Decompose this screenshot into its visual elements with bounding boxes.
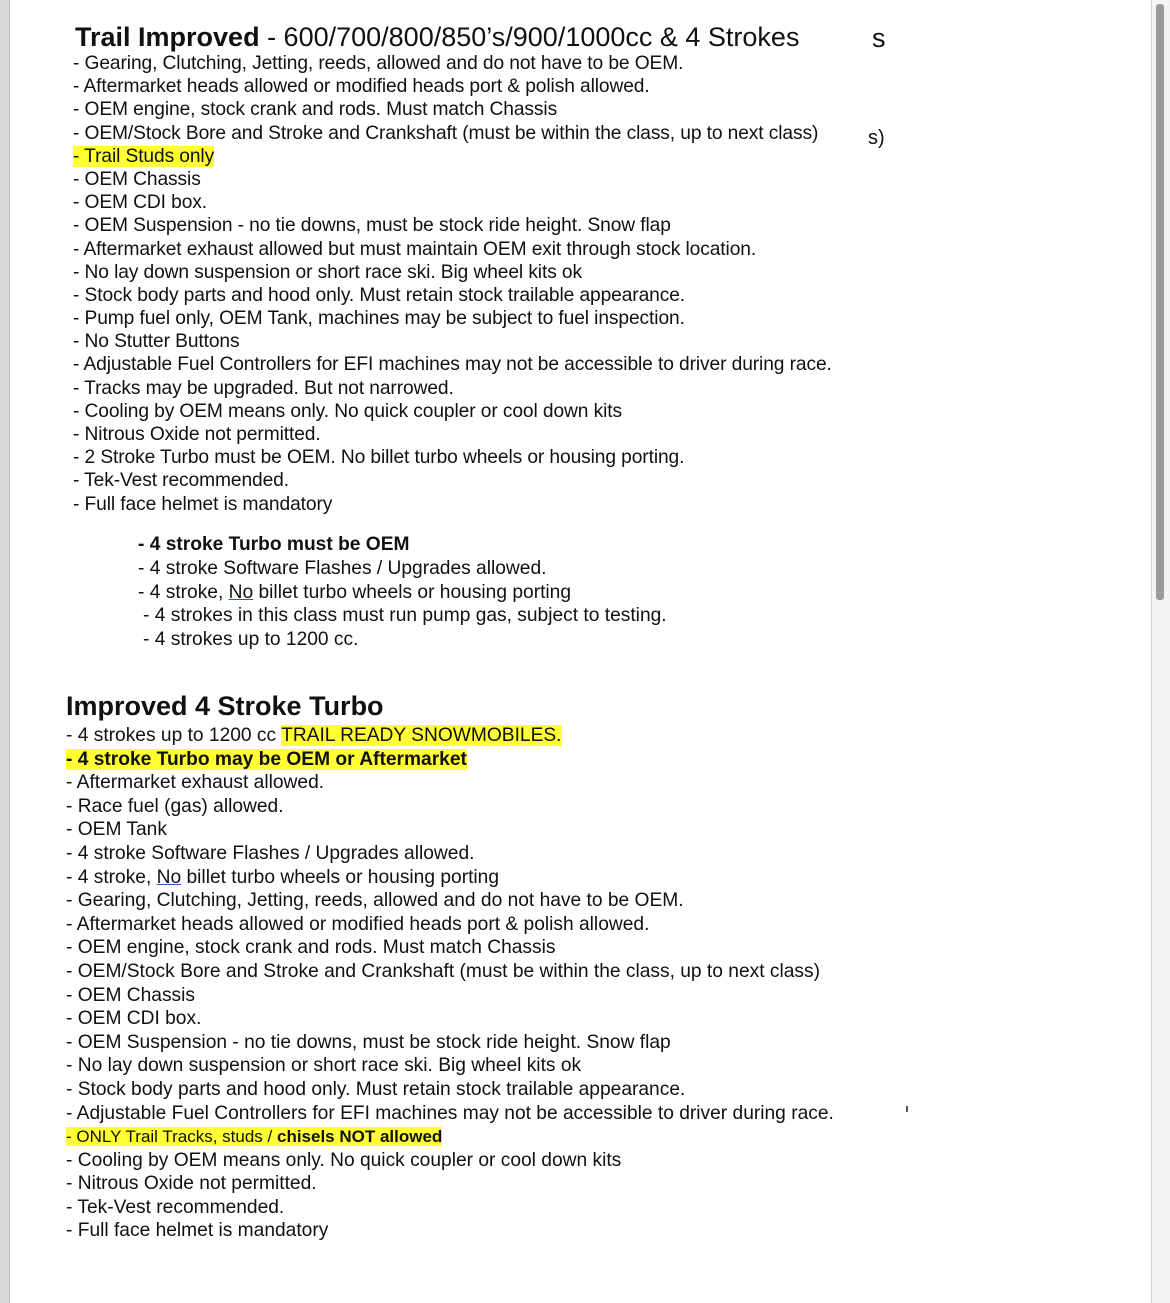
rule-line: - Full face helmet is mandatory — [66, 1220, 329, 1242]
rule-line: - 4 strokes up to 1200 cc TRAIL READY SNOWMOBILES. — [66, 725, 562, 746]
rule-line: - 4 stroke Turbo may be OEM or Aftermarket — [66, 748, 467, 770]
stray-character: s — [872, 23, 886, 53]
rule-line: - Aftermarket heads allowed or modified heads port & polish allowed. — [73, 76, 650, 98]
rule-line: - 4 strokes in this class must run pump gas, subject to testing. — [143, 605, 667, 627]
rule-line: - OEM Tank — [66, 819, 167, 841]
rule-line: - OEM Chassis — [73, 168, 201, 190]
rule-line: - Stock body parts and hood only. Must retain stock trailable appearance. — [66, 1078, 686, 1100]
stray-character: s) — [868, 127, 885, 149]
rule-line: - 4 stroke, No billet turbo wheels or housing porting — [138, 581, 572, 603]
rule-line: - OEM Suspension - no tie downs, must be stock ride height. Snow flap — [73, 215, 671, 237]
rule-line: - Aftermarket exhaust allowed. — [66, 772, 325, 794]
rule-line: - Nitrous Oxide not permitted. — [66, 1173, 317, 1195]
scrollbar-thumb[interactable] — [1156, 4, 1164, 600]
rule-line: - Gearing, Clutching, Jetting, reeds, allowed and do not have to be OEM. — [73, 53, 684, 74]
rule-line: - No Stutter Buttons — [73, 331, 240, 353]
rule-line: - 4 stroke, No billet turbo wheels or housing porting — [66, 866, 500, 888]
rule-line: - Tek-Vest recommended. — [66, 1196, 285, 1218]
four-stroke-rules — [138, 533, 667, 652]
rule-line: - OEM engine, stock crank and rods. Must match Chassis — [73, 99, 558, 121]
rule-line: - No lay down suspension or short race ski. Big wheel kits ok — [66, 1055, 582, 1077]
rule-line: - Nitrous Oxide not permitted. — [73, 424, 321, 445]
rule-line: - Aftermarket heads allowed or modified heads port & polish allowed. — [66, 913, 650, 935]
section2-rules — [66, 724, 834, 1243]
rule-line: - Aftermarket exhaust allowed but must maintain OEM exit through stock location. — [73, 238, 757, 260]
rule-line: - 4 stroke Turbo must be OEM — [138, 534, 410, 555]
stray-mark — [906, 1106, 908, 1112]
rule-line: - Stock body parts and hood only. Must retain stock trailable appearance. — [73, 284, 686, 306]
rule-line: - OEM CDI box. — [73, 192, 207, 214]
section1-title: Trail Improved - 600/700/800/850’s/900/1000cc & 4 Strokes — [75, 22, 800, 52]
rule-line: - Tracks may be upgraded. But not narrowed. — [73, 377, 454, 399]
highlighted-rule: - Trail Studs only — [73, 145, 215, 167]
rule-line: - Adjustable Fuel Controllers for EFI machines may not be accessible to driver during race. — [73, 354, 832, 376]
rule-line: - Full face helmet is mandatory — [73, 493, 333, 515]
rule-line: - OEM Chassis — [66, 984, 196, 1006]
section1-rules — [73, 52, 832, 516]
rule-line: - 4 stroke Software Flashes / Upgrades allowed. — [66, 842, 475, 864]
rule-line: - No lay down suspension or short race ski. Big wheel kits ok — [73, 261, 582, 283]
rule-line: - Cooling by OEM means only. No quick coupler or cool down kits — [73, 400, 622, 422]
rule-line: - ONLY Trail Tracks, studs / chisels NOT allowed — [66, 1127, 443, 1147]
rule-line: - 4 stroke Software Flashes / Upgrades allowed. — [138, 557, 547, 579]
section2-title: Improved 4 Stroke Turbo — [66, 691, 384, 721]
rule-line: - OEM engine, stock crank and rods. Must match Chassis — [66, 937, 556, 959]
rule-line: - 2 Stroke Turbo must be OEM. No billet turbo wheels or housing porting. — [73, 447, 685, 469]
rule-line: - OEM/Stock Bore and Stroke and Crankshaft (must be within the class, up to next class) — [66, 960, 820, 982]
vertical-scrollbar[interactable] — [1151, 0, 1170, 1303]
rule-line: - Race fuel (gas) allowed. — [66, 795, 284, 817]
rule-line: - Adjustable Fuel Controllers for EFI machines may not be accessible to driver during race. — [66, 1102, 834, 1124]
rule-line: - 4 strokes up to 1200 cc. — [143, 629, 359, 651]
rule-line: - Gearing, Clutching, Jetting, reeds, allowed and do not have to be OEM. — [66, 890, 684, 912]
rule-line: - Tek-Vest recommended. — [73, 470, 289, 492]
document-page — [10, 0, 1150, 1303]
rule-line: - OEM CDI box. — [66, 1008, 202, 1030]
viewer-left-edge — [0, 0, 10, 1303]
rule-line: - OEM/Stock Bore and Stroke and Crankshaft (must be within the class, up to next class) — [73, 122, 819, 144]
rule-line: - Cooling by OEM means only. No quick coupler or cool down kits — [66, 1149, 622, 1171]
rule-line: - Pump fuel only, OEM Tank, machines may be subject to fuel inspection. — [73, 308, 685, 330]
rule-line: - OEM Suspension - no tie downs, must be stock ride height. Snow flap — [66, 1031, 671, 1053]
